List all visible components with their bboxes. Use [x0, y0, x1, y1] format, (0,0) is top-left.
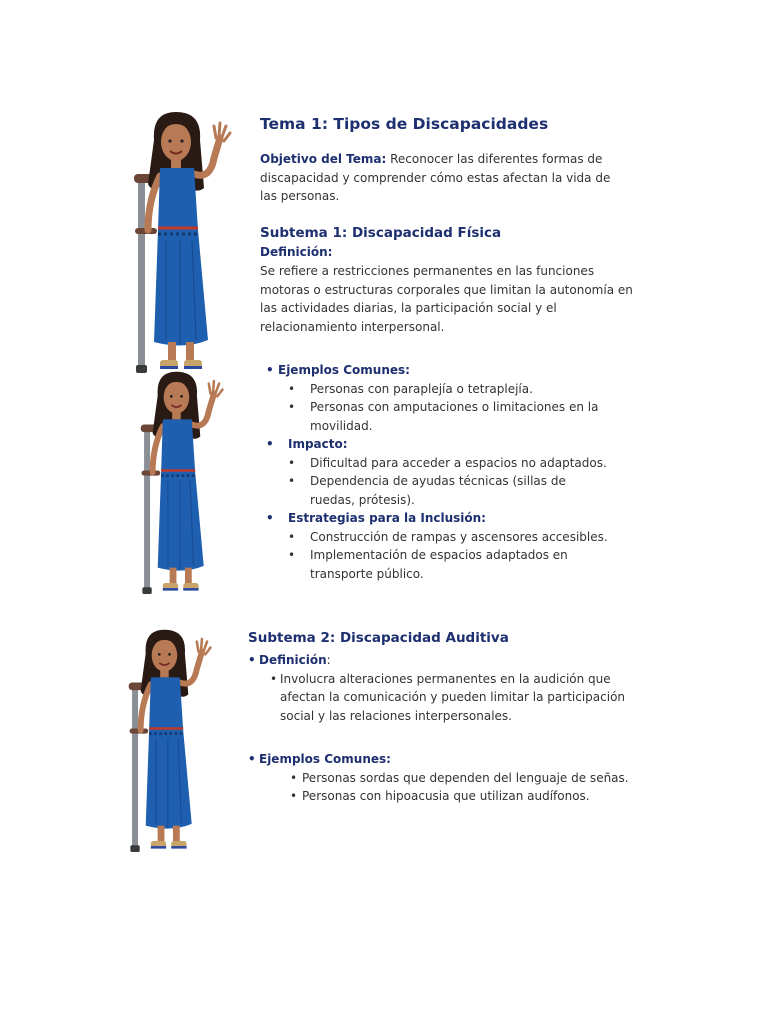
- subtopic-2-title: Subtema 2: Discapacidad Auditiva: [248, 630, 509, 646]
- definition-label-2: Definición: [259, 653, 327, 667]
- list-item: • Personas sordas que dependen del lenguaje de señas.: [290, 770, 629, 785]
- group-impact-label: Impacto:: [288, 437, 348, 451]
- group-inclusion: • Estrategias para la Inclusión:: [262, 509, 662, 528]
- topic-title: Tema 1: Tipos de Discapacidades: [260, 115, 549, 133]
- definition-label-1: Definición:: [260, 245, 333, 259]
- list-item: • Personas con amputaciones o limitaciones en la movilidad.: [288, 400, 599, 433]
- examples-label-row: • Ejemplos Comunes:: [248, 750, 668, 769]
- group-impact: • Impacto:: [262, 435, 662, 454]
- objective-text: Reconocer las diferentes formas de discapacidad y comprender cómo estas afectan la vida de las personas.: [260, 152, 611, 203]
- examples-block-2: [248, 750, 668, 806]
- list-item: • Dependencia de ayudas técnicas (sillas de ruedas, prótesis).: [288, 474, 566, 507]
- definition-colon: :: [326, 653, 331, 667]
- group-inclusion-label: Estrategias para la Inclusión:: [288, 511, 486, 525]
- list-item: • Personas con paraplejía o tetraplejía.: [288, 381, 533, 396]
- group-examples: • Ejemplos Comunes:: [262, 361, 662, 380]
- impact-bullet-list: [262, 361, 662, 583]
- examples-label-2: Ejemplos Comunes:: [259, 752, 391, 766]
- illustration-woman-crutch-2: [124, 370, 224, 600]
- group-examples-label: Ejemplos Comunes:: [278, 363, 410, 377]
- definition-label-row: • Definición:: [248, 653, 331, 667]
- list-item: • Personas con hipoacusia que utilizan audífonos.: [290, 789, 590, 803]
- list-item: • Dificultad para acceder a espacios no adaptados.: [288, 455, 607, 470]
- definition-text-1: Se refiere a restricciones permanentes en las funciones motoras o estructuras corporales que limitan la autonomía en las actividades diarias, la participación social y el relacionamiento interpersonal.: [260, 264, 633, 334]
- illustration-woman-crutch-3: [112, 628, 212, 858]
- list-item: • Construcción de rampas y ascensores accesibles.: [288, 529, 608, 544]
- subtopic-1-title: Subtema 1: Discapacidad Física: [260, 225, 502, 241]
- topic-objective: [260, 150, 620, 206]
- list-item: • Implementación de espacios adaptados en transporte público.: [288, 548, 568, 581]
- objective-label: Objetivo del Tema:: [260, 152, 387, 166]
- definition-text-2: • Involucra alteraciones permanentes en la audición que afectan la comunicación y pueden limitar la participación social y las relaciones interpersonales.: [270, 671, 626, 723]
- illustration-woman-crutch-1: [124, 110, 224, 380]
- definition-block-2: [248, 651, 668, 725]
